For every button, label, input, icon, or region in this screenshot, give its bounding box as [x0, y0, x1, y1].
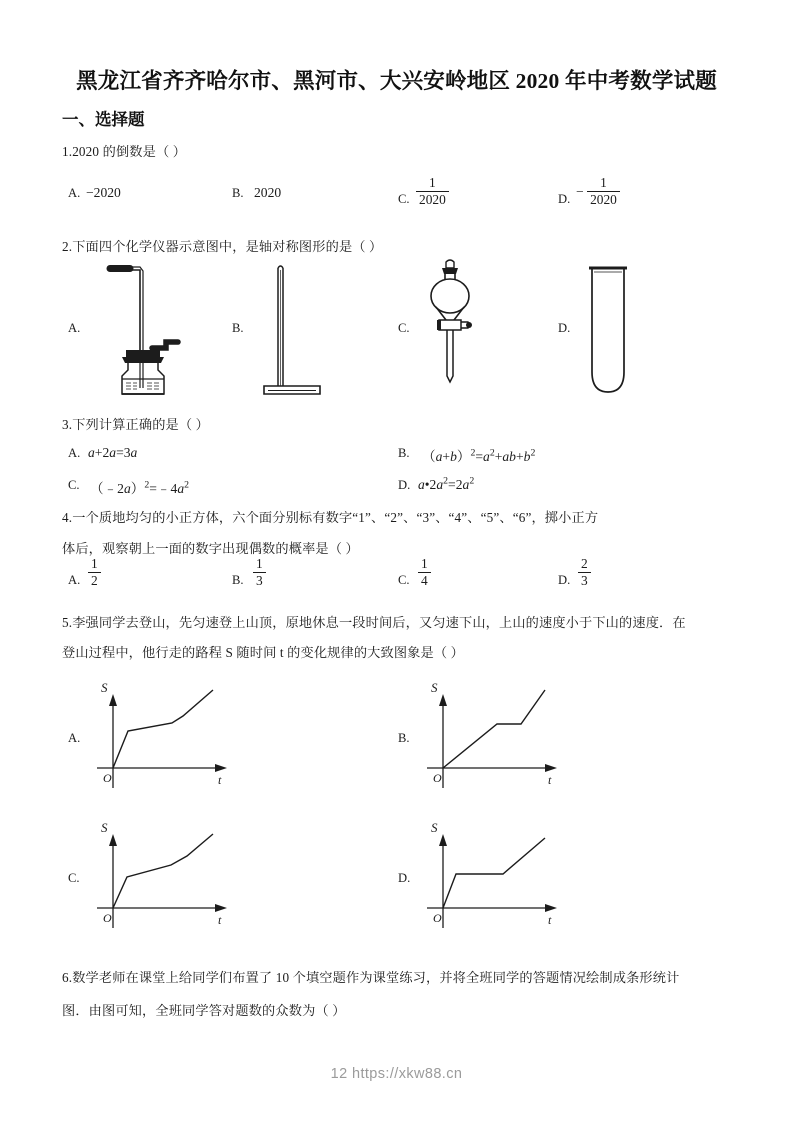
q5-option-a-letter[interactable]: A. [68, 731, 81, 745]
fraction-numerator: 1 [416, 176, 449, 192]
graph-a-origin-label: O [103, 771, 112, 785]
graph-a-y-label: S [101, 680, 108, 695]
page-watermark: 12 https://xkw88.cn [330, 1066, 463, 1082]
q2-option-c-letter[interactable]: C. [398, 321, 410, 335]
test-tube-icon [580, 262, 670, 397]
q3-option-c-letter[interactable]: C. [68, 478, 80, 492]
q5-option-c-letter[interactable]: C. [68, 871, 80, 885]
fraction-denominator: 2020 [419, 192, 446, 208]
q4-option-b-value[interactable] [253, 558, 266, 589]
q4-option-a-fraction [88, 557, 101, 588]
q1-option-a-letter[interactable]: A. [68, 186, 81, 200]
graph-d-x-label: t [548, 913, 552, 927]
q4-option-a-value[interactable] [88, 558, 101, 589]
q3-option-a-letter[interactable]: A. [68, 446, 81, 460]
graph-a-x-label: t [218, 773, 222, 787]
q2-option-b-letter[interactable]: B. [232, 321, 244, 335]
q1-option-a-value[interactable]: −2020 [86, 185, 121, 200]
graph-b-x-label: t [548, 773, 552, 787]
q3-option-d-letter[interactable]: D. [398, 478, 411, 492]
question-4-stem-line2: 体后，观察朝上一面的数字出现偶数的概率是（ ） [62, 541, 359, 556]
q3-option-b-letter[interactable]: B. [398, 446, 410, 460]
q3-option-c-value[interactable]: $(﹣2a)^2=﹣4a^2$ [90, 479, 190, 496]
fraction-numerator: 1 [253, 557, 266, 573]
q1-option-d-sign: − [576, 183, 584, 199]
fraction-numerator: 1 [88, 557, 101, 573]
graph-c-y-label: S [101, 820, 108, 835]
q4-option-d-fraction [578, 557, 591, 588]
q4-option-c-letter[interactable]: C. [398, 573, 410, 587]
iron-stand-icon [262, 262, 352, 397]
q3-option-d-value[interactable]: $a•2a^2=2a^2$ [418, 475, 475, 492]
q1-option-c-letter[interactable]: C. [398, 192, 410, 206]
q1-option-d-letter[interactable]: D. [558, 192, 571, 206]
graph-c-origin-label: O [103, 911, 112, 925]
q2-option-d-letter[interactable]: D. [558, 321, 571, 335]
q4-option-a-letter[interactable]: A. [68, 573, 81, 587]
q4-option-c-value[interactable] [418, 558, 431, 589]
q2-option-a-letter[interactable]: A. [68, 321, 81, 335]
graph-a-figure[interactable] [95, 676, 235, 791]
q4-option-b-letter[interactable]: B. [232, 573, 244, 587]
question-5-stem-line1: 5.李强同学去登山，先匀速登上山顶，原地休息一段时间后，又匀速下山，上山的速度小于下山的速度．在 [62, 615, 686, 630]
page-title: 黑龙江省齐齐哈尔市、黑河市、大兴安岭地区 2020 年中考数学试题 [76, 69, 717, 93]
graph-d-origin-label: O [433, 911, 442, 925]
q5-option-b-letter[interactable]: B. [398, 731, 410, 745]
separating-funnel-icon [420, 258, 510, 398]
q4-option-d-value[interactable] [578, 558, 591, 589]
q3-option-a-value[interactable]: a+2a=3a [88, 445, 138, 460]
question-4-stem-line1: 4.一个质地均匀的小正方体，六个面分别标有数字“1”、“2”、“3”、“4”、“5”、“6”，掷小正方 [62, 510, 599, 525]
fraction-numerator: 1 [418, 557, 431, 573]
q1-option-d-fraction [587, 176, 620, 207]
question-3-stem: 3.下列计算正确的是（ ） [62, 417, 210, 432]
q3-option-b-value[interactable]: $(a+b)^2=a^2+ab+b^2$ [422, 447, 536, 464]
graph-b-figure[interactable] [425, 676, 565, 791]
section-heading: 一、选择题 [62, 110, 145, 129]
question-6-stem-line2: 图．由图可知，全班同学答对题数的众数为（ ） [62, 1003, 346, 1018]
fraction-numerator: 2 [578, 557, 591, 573]
fraction-denominator: 2020 [590, 192, 617, 208]
q5-option-d-letter[interactable]: D. [398, 871, 411, 885]
fraction-denominator: 2 [91, 573, 98, 589]
q1-option-b-letter[interactable]: B. [232, 186, 244, 200]
graph-d-figure[interactable] [425, 816, 565, 931]
q4-option-c-fraction [418, 557, 431, 588]
q4-option-d-letter[interactable]: D. [558, 573, 571, 587]
q4-option-b-fraction [253, 557, 266, 588]
gas-washing-bottle-icon [100, 262, 210, 397]
q1-option-d-value[interactable] [576, 177, 620, 208]
graph-b-y-label: S [431, 680, 438, 695]
q1-option-c-fraction [416, 176, 449, 207]
q1-option-b-value[interactable]: 2020 [254, 185, 282, 200]
question-5-stem-line2: 登山过程中，他行走的路程 S 随时间 t 的变化规律的大致图象是（ ） [62, 645, 464, 660]
graph-b-origin-label: O [433, 771, 442, 785]
graph-c-figure[interactable] [95, 816, 235, 931]
fraction-denominator: 4 [421, 573, 428, 589]
graph-c-x-label: t [218, 913, 222, 927]
question-1-stem: 1.2020 的倒数是（ ） [62, 144, 187, 159]
fraction-denominator: 3 [256, 573, 263, 589]
question-6-stem-line1: 6.数学老师在课堂上给同学们布置了 10 个填空题作为课堂练习，并将全班同学的答题情况绘制成条形统计 [62, 970, 680, 985]
question-2-stem: 2.下面四个化学仪器示意图中，是轴对称图形的是（ ） [62, 239, 383, 254]
graph-d-y-label: S [431, 820, 438, 835]
fraction-denominator: 3 [581, 573, 588, 589]
fraction-numerator: 1 [587, 176, 620, 192]
q1-option-c-value[interactable] [416, 177, 449, 208]
